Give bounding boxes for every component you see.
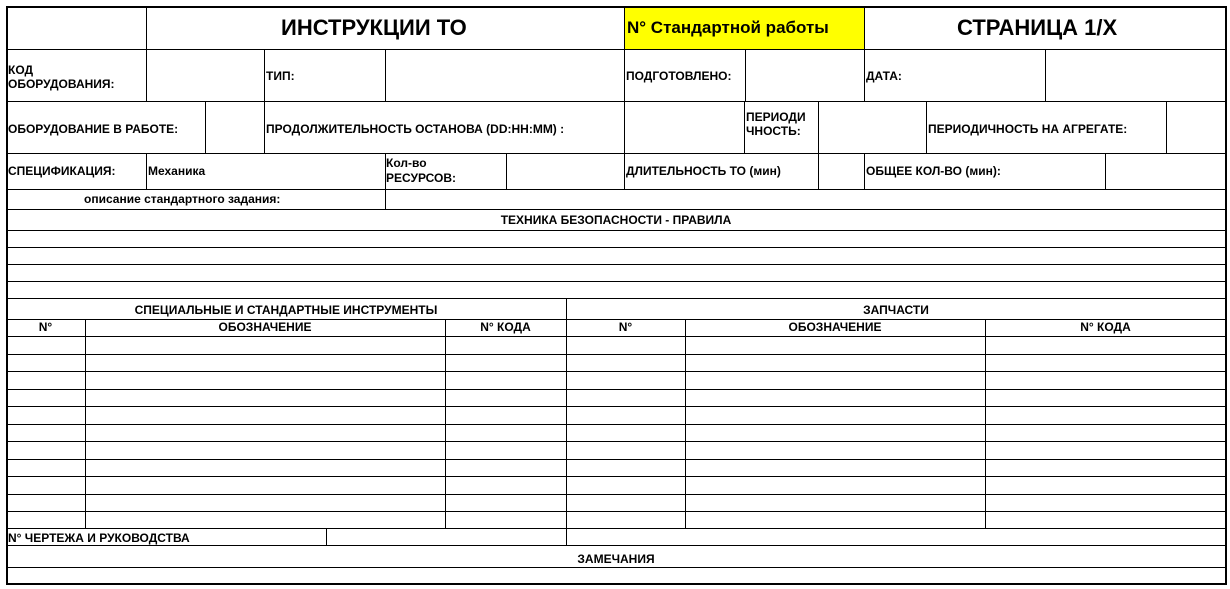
grid-line-v — [818, 101, 819, 153]
grid-line-h — [6, 494, 1226, 495]
grid-line-h — [6, 459, 1226, 460]
grid-line-v — [385, 189, 386, 209]
grid-line-h — [6, 230, 1226, 231]
grid-line-h — [6, 189, 1226, 190]
total-count-label: ОБЩЕЕ КОЛ-ВО (мин): — [866, 164, 1001, 178]
grid-line-v — [264, 101, 265, 153]
task-description-label: описание стандартного задания: — [84, 192, 281, 206]
equipment-running-label: ОБОРУДОВАНИЕ В РАБОТЕ: — [8, 122, 179, 136]
grid-line-v — [624, 49, 625, 101]
grid-line-v — [744, 101, 745, 153]
grid-line-v — [445, 319, 446, 528]
grid-line-v — [264, 49, 265, 101]
grid-line-v — [624, 6, 625, 49]
resources-label: Кол-во РЕСУРСОВ: — [386, 156, 457, 185]
grid-line-v — [326, 528, 327, 545]
grid-line-h — [6, 354, 1226, 355]
grid-line-v — [818, 153, 819, 189]
grid-line-v — [506, 153, 507, 189]
equipment-code-label: КОД ОБОРУДОВАНИЯ: — [8, 63, 115, 91]
grid-line-v — [624, 153, 625, 189]
grid-line-v — [864, 6, 865, 49]
form-title: ИНСТРУКЦИИ ТО — [281, 15, 467, 40]
grid-line-v — [926, 101, 927, 153]
grid-line-h — [6, 264, 1226, 265]
grid-line-h — [6, 371, 1226, 372]
drawing-label: N° ЧЕРТЕЖА И РУКОВОДСТВА — [8, 531, 190, 545]
grid-line-v — [985, 319, 986, 528]
grid-line-h — [6, 389, 1226, 390]
prepared-label: ПОДГОТОВЛЕНО: — [626, 69, 732, 83]
parts-col-no: N° — [618, 320, 633, 334]
grid-line-h — [6, 153, 1226, 154]
grid-line-v — [1105, 153, 1106, 189]
grid-line-h — [6, 511, 1226, 512]
grid-line-h — [6, 298, 1226, 299]
to-duration-label: ДЛИТЕЛЬНОСТЬ ТО (мин) — [626, 164, 781, 178]
grid-line-v — [1166, 101, 1167, 153]
grid-line-v — [745, 49, 746, 101]
grid-line-h — [6, 406, 1226, 407]
grid-line-v — [624, 101, 625, 153]
grid-line-h — [6, 49, 1226, 50]
grid-line-v — [385, 49, 386, 101]
tools-col-code: N° КОДА — [480, 320, 531, 334]
periodicity-label: ПЕРИОДИЧНОСТЬ: — [746, 110, 806, 138]
grid-line-v — [85, 319, 86, 528]
grid-line-v — [1225, 6, 1227, 585]
grid-line-v — [205, 101, 206, 153]
grid-line-v — [385, 153, 386, 189]
grid-line-h — [6, 583, 1226, 585]
grid-line-v — [864, 49, 865, 101]
grid-line-h — [6, 567, 1226, 568]
safety-title: ТЕХНИКА БЕЗОПАСНОСТИ - ПРАВИЛА — [500, 213, 732, 227]
grid-line-v — [146, 49, 147, 101]
parts-col-code: N° КОДА — [1080, 320, 1131, 334]
grid-line-h — [6, 441, 1226, 442]
date-label: ДАТА: — [866, 69, 902, 83]
tools-title: СПЕЦИАЛЬНЫЕ И СТАНДАРТНЫЕ ИНСТРУМЕНТЫ — [134, 303, 438, 317]
grid-line-v — [146, 6, 147, 49]
grid-line-h — [6, 476, 1226, 477]
specification-value: Механика — [148, 164, 206, 178]
grid-line-h — [6, 319, 1226, 320]
stop-duration-label: ПРОДОЛЖИТЕЛЬНОСТЬ ОСТАНОВА (DD:HH:MM) : — [266, 122, 565, 136]
grid-line-h — [6, 101, 1226, 102]
grid-line-h — [6, 424, 1226, 425]
parts-title: ЗАПЧАСТИ — [863, 303, 929, 317]
tools-col-no: N° — [38, 320, 53, 334]
tools-col-name: ОБОЗНАЧЕНИЕ — [218, 320, 312, 334]
type-label: ТИП: — [266, 69, 295, 83]
grid-line-h — [6, 545, 1226, 546]
grid-line-v — [146, 153, 147, 189]
grid-line-v — [1045, 49, 1046, 101]
std-work-number-label: N° Стандартной работы — [627, 18, 829, 37]
grid-line-h — [6, 247, 1226, 248]
grid-line-h — [6, 281, 1226, 282]
grid-line-v — [6, 6, 8, 585]
grid-line-h — [6, 6, 1226, 8]
grid-line-h — [6, 336, 1226, 337]
grid-line-v — [864, 153, 865, 189]
page-number-label: СТРАНИЦА 1/X — [957, 15, 1118, 40]
grid-line-h — [6, 528, 1226, 529]
grid-line-v — [685, 319, 686, 528]
remarks-title: ЗАМЕЧАНИЯ — [577, 552, 655, 566]
parts-col-name: ОБОЗНАЧЕНИЕ — [788, 320, 882, 334]
grid-line-h — [6, 209, 1226, 210]
unit-periodicity-label: ПЕРИОДИЧНОСТЬ НА АГРЕГАТЕ: — [928, 122, 1128, 136]
specification-label: СПЕЦИФИКАЦИЯ: — [8, 164, 116, 178]
